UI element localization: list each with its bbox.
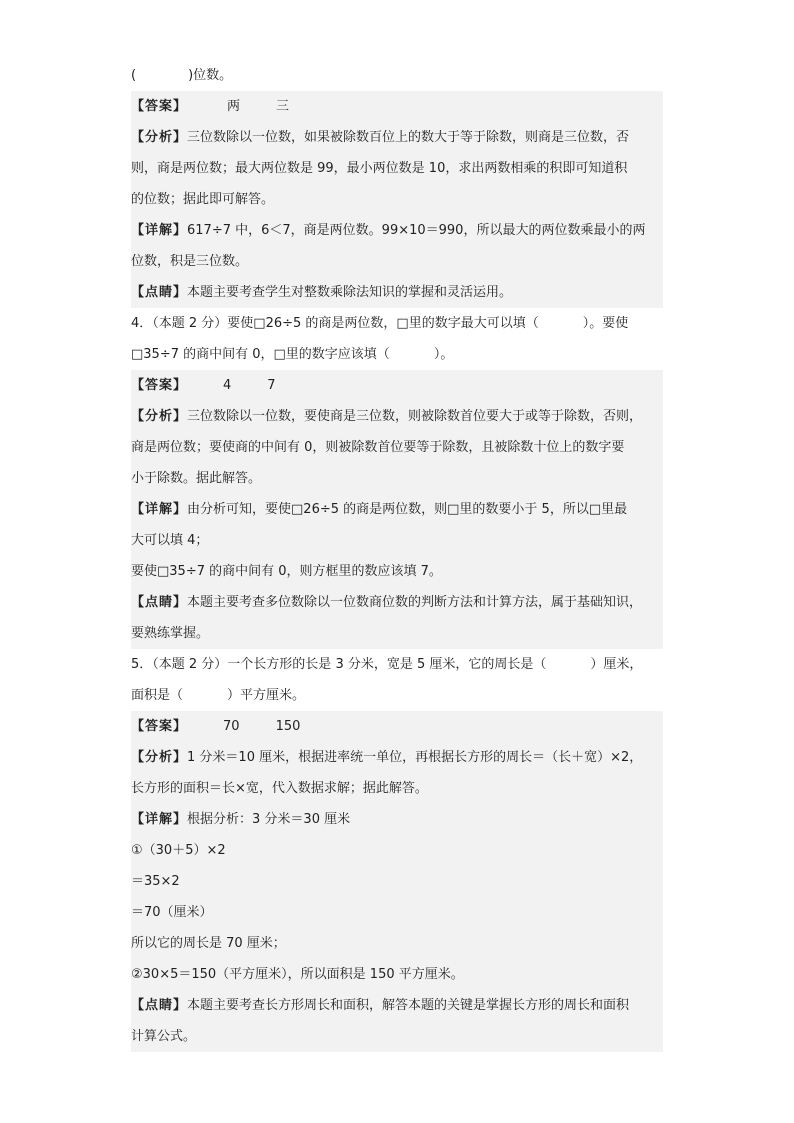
- detail-text: 617÷7 中，6＜7，商是两位数。99×10＝990，所以最大的两位数乘最小的两: [187, 223, 646, 238]
- answer-value: 70: [223, 719, 240, 734]
- q4-analysis-cont: [131, 432, 663, 463]
- q3-detail-cont: [131, 246, 663, 277]
- stem-text: ）厘米，: [590, 657, 643, 672]
- answer-value: 两: [227, 99, 241, 114]
- q4-comment-cont: [131, 618, 663, 649]
- q5-detail-cont: [131, 959, 663, 990]
- detail-text: 要使□35÷7 的商中间有 0，则方框里的数应该填 7。: [131, 564, 442, 579]
- detail-text: 所以它的周长是 70 厘米；: [131, 936, 286, 951]
- detail-tag: 【详解】: [131, 812, 188, 827]
- stem-text: 面积是（: [131, 688, 184, 703]
- q5-stem: [131, 649, 663, 680]
- q4-answer: [131, 370, 663, 401]
- detail-text: 位数，积是三位数。: [131, 254, 249, 269]
- q5-comment: [131, 990, 663, 1021]
- detail-text: 根据分析：3 分米＝30 厘米: [187, 812, 351, 827]
- analysis-text: 三位数除以一位数，要使商是三位数，则被除数首位要大于或等于除数，否则，: [187, 409, 643, 424]
- q5-detail-cont: [131, 866, 663, 897]
- comment-text: 计算公式。: [131, 1029, 197, 1044]
- detail-text: ＝70（厘米）: [131, 905, 213, 920]
- q3-comment: [131, 277, 663, 308]
- q5-detail-cont: [131, 835, 663, 866]
- stem-text: 5．（本题 2 分）一个长方形的长是 3 分米，宽是 5 厘米，它的周长是（: [131, 657, 547, 672]
- analysis-text: 1 分米＝10 厘米，根据进率统一单位，再根据长方形的周长＝（长＋宽）×2，: [187, 750, 643, 765]
- q5-detail-cont: [131, 897, 663, 928]
- stem-text: ）平方厘米。: [227, 688, 306, 703]
- document-page: [131, 60, 663, 1052]
- detail-tag: 【详解】: [131, 223, 188, 238]
- q5-detail: [131, 804, 663, 835]
- q3-detail: [131, 215, 663, 246]
- comment-text: 本题主要考查学生对整数乘除法知识的掌握和灵活运用。: [187, 285, 513, 300]
- q5-stem-cont: [131, 680, 663, 711]
- q3-analysis-cont: [131, 184, 663, 215]
- analysis-text: 三位数除以一位数，如果被除数百位上的数大于等于除数，则商是三位数，否: [187, 130, 630, 145]
- comment-text: 要熟练掌握。: [131, 626, 210, 641]
- q4-detail-cont: [131, 525, 663, 556]
- q4-stem-cont: [131, 339, 663, 370]
- q4-analysis: [131, 401, 663, 432]
- q5-comment-cont: [131, 1021, 663, 1052]
- paren-open: (: [131, 68, 137, 83]
- detail-text: 大可以填 4；: [131, 533, 209, 548]
- q4-detail-cont: [131, 556, 663, 587]
- answer-value: 150: [275, 719, 301, 734]
- q5-analysis-cont: [131, 773, 663, 804]
- detail-text: ①（30＋5）×2: [131, 843, 226, 858]
- detail-tag: 【详解】: [131, 502, 188, 517]
- comment-tag: 【点睛】: [131, 285, 188, 300]
- analysis-text: 的位数；据此即可解答。: [131, 192, 275, 207]
- q3-answer: [131, 91, 663, 122]
- q4-detail: [131, 494, 663, 525]
- answer-value: 三: [276, 99, 290, 114]
- q4-analysis-cont: [131, 463, 663, 494]
- q4-comment: [131, 587, 663, 618]
- answer-tag: 【答案】: [131, 378, 188, 393]
- analysis-tag: 【分析】: [131, 409, 188, 424]
- stem-text: )位数。: [188, 68, 233, 83]
- stem-text: □35÷7 的商中间有 0，□里的数字应该填（: [131, 347, 390, 362]
- answer-tag: 【答案】: [131, 719, 188, 734]
- comment-text: 本题主要考查多位数除以一位数商位数的判断方法和计算方法，属于基础知识，: [187, 595, 643, 610]
- analysis-text: 小于除数。据此解答。: [131, 471, 262, 486]
- detail-text: 由分析可知，要使□26÷5 的商是两位数，则□里的数要小于 5，所以□里最: [187, 502, 628, 517]
- stem-text: ）。: [433, 347, 454, 362]
- answer-tag: 【答案】: [131, 99, 188, 114]
- comment-tag: 【点睛】: [131, 998, 188, 1013]
- q5-detail-cont: [131, 928, 663, 959]
- analysis-text: 商是两位数；要使商的中间有 0，则被除数首位要等于除数，且被除数十位上的数字要: [131, 440, 625, 455]
- analysis-text: 则，商是两位数；最大两位数是 99，最小两位数是 10，求出两数相乘的积即可知道积: [131, 161, 628, 176]
- answer-value: 7: [267, 378, 276, 393]
- comment-text: 本题主要考查长方形周长和面积，解答本题的关键是掌握长方形的周长和面积: [187, 998, 630, 1013]
- analysis-text: 长方形的面积＝长×宽，代入数据求解；据此解答。: [131, 781, 428, 796]
- analysis-tag: 【分析】: [131, 750, 188, 765]
- q3-analysis-cont: [131, 153, 663, 184]
- q3-analysis: [131, 122, 663, 153]
- stem-text: 4．（本题 2 分）要使□26÷5 的商是两位数，□里的数字最大可以填（: [131, 316, 539, 331]
- stem-text: ）。要使: [582, 316, 629, 331]
- detail-text: ＝35×2: [131, 874, 180, 889]
- analysis-tag: 【分析】: [131, 130, 188, 145]
- q3-stem-tail: [131, 60, 663, 91]
- comment-tag: 【点睛】: [131, 595, 188, 610]
- q5-answer: [131, 711, 663, 742]
- answer-value: 4: [223, 378, 232, 393]
- detail-text: ②30×5＝150（平方厘米），所以面积是 150 平方厘米。: [131, 967, 464, 982]
- q5-analysis: [131, 742, 663, 773]
- q4-stem: [131, 308, 663, 339]
